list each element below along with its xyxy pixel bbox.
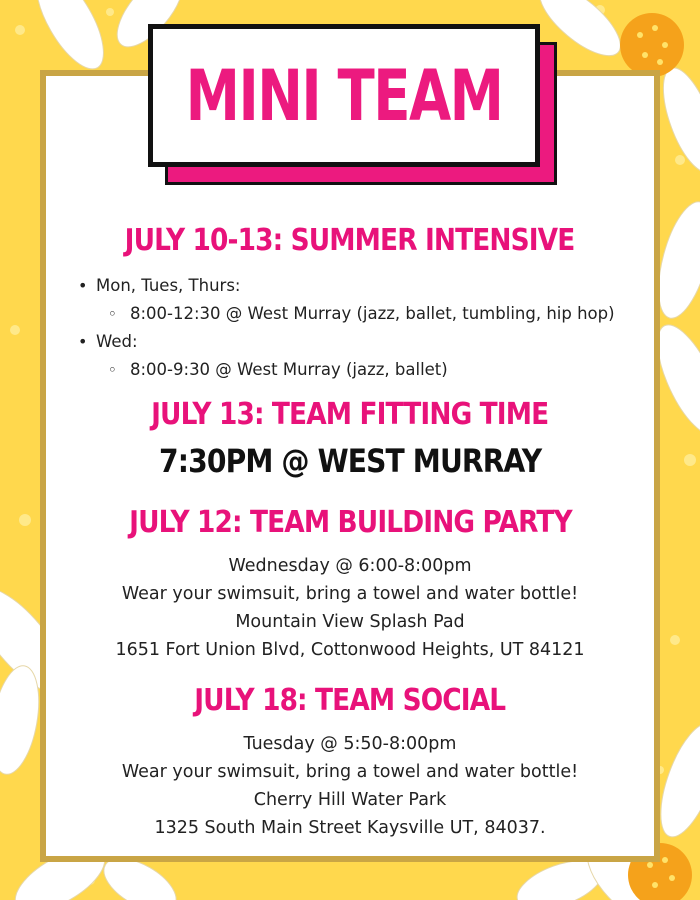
- fitting-time-subheading: [40, 442, 660, 480]
- heading-text: JULY 10-13: SUMMER INTENSIVE: [125, 223, 575, 258]
- detail-line: 1325 South Main Street Kaysville UT, 84037.: [154, 818, 546, 838]
- section-heading-fitting-time: [40, 397, 660, 432]
- team-building-details: [40, 552, 660, 664]
- page-title: MINI TEAM: [185, 54, 503, 137]
- section-heading-summer-intensive: [40, 223, 660, 258]
- heading-text: JULY 18: TEAM SOCIAL: [194, 683, 506, 718]
- detail-line: Tuesday @ 5:50-8:00pm: [243, 734, 457, 754]
- heading-text: JULY 12: TEAM BUILDING PARTY: [128, 505, 572, 540]
- detail-line: Cherry Hill Water Park: [253, 790, 447, 810]
- list-subitem: ◦ 8:00-9:30 @ West Murray (jazz, ballet): [78, 356, 648, 384]
- title-box: [148, 24, 540, 167]
- schedule-list: [78, 272, 648, 384]
- list-item: • Wed:: [78, 328, 648, 356]
- detail-line: Mountain View Splash Pad: [235, 612, 465, 632]
- section-heading-team-social: [40, 683, 660, 718]
- detail-line: Wear your swimsuit, bring a towel and water bottle!: [121, 584, 579, 604]
- detail-line: Wednesday @ 6:00-8:00pm: [228, 556, 472, 576]
- team-social-details: [40, 730, 660, 842]
- detail-line: 1651 Fort Union Blvd, Cottonwood Heights, UT 84121: [115, 640, 585, 660]
- section-heading-team-building: [40, 505, 660, 540]
- list-subitem: ◦ 8:00-12:30 @ West Murray (jazz, ballet, tumbling, hip hop): [78, 300, 648, 328]
- heading-text: JULY 13: TEAM FITTING TIME: [151, 397, 549, 432]
- detail-line: Wear your swimsuit, bring a towel and water bottle!: [121, 762, 579, 782]
- subheading-text: 7:30PM @ WEST MURRAY: [158, 442, 542, 480]
- list-item: • Mon, Tues, Thurs:: [78, 272, 648, 300]
